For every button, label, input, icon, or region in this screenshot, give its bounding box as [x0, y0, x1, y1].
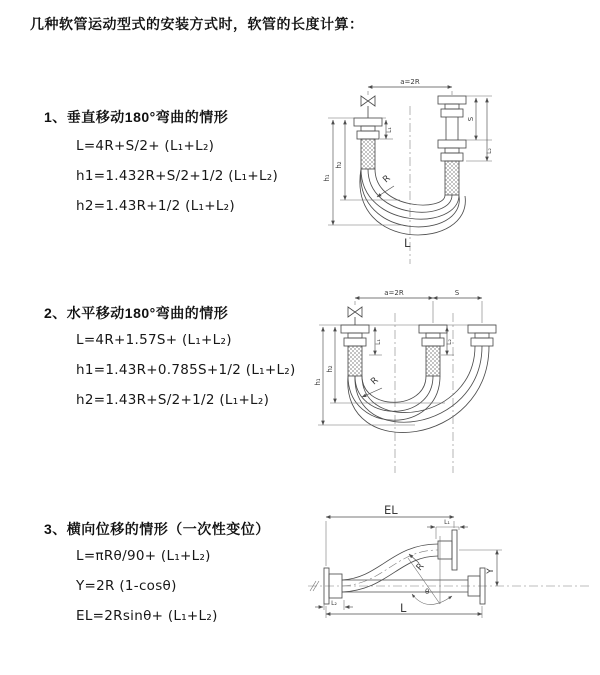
diagram-vertical-180-bend — [300, 70, 580, 270]
dimension-l2 — [441, 327, 454, 355]
dim-label-theta: θ — [425, 588, 430, 596]
braided-hose-section — [361, 139, 375, 169]
section-1-formula-h2: h2=1.43R+1/2 (L₁+L₂) — [76, 198, 235, 214]
dim-label-h2: h₂ — [335, 161, 343, 169]
dim-label-s: S — [467, 116, 475, 122]
dimension-l1 — [427, 519, 468, 539]
dimension-l1 — [369, 327, 382, 355]
dim-label-y: Y — [486, 568, 496, 574]
dimension-h1-h2 — [323, 118, 403, 225]
dim-label-a2r: a=2R — [400, 78, 420, 86]
dim-label-r: R — [369, 375, 381, 388]
dim-label-l2: L₂ — [446, 339, 453, 345]
section-3-formula-y: Y=2R (1-cosθ) — [76, 578, 177, 594]
right-fitting — [468, 325, 496, 346]
diagram-horizontal-180-bend — [295, 285, 585, 480]
section-3-formula-el: EL=2Rsinθ+ (L₁+L₂) — [76, 608, 218, 624]
dim-label-l-total: L — [404, 236, 411, 250]
section-3-formula-l: L=πRθ/90+ (L₁+L₂) — [76, 548, 211, 564]
left-fitting — [341, 325, 369, 376]
page-title: 几种软管运动型式的安装方式时，软管的长度计算： — [30, 16, 364, 32]
dimension-a2r — [355, 289, 482, 323]
dim-label-l1: L₁ — [444, 519, 450, 526]
section-2-formula-l: L=4R+1.57S+ (L₁+L₂) — [76, 332, 232, 348]
dimension-l2 — [315, 600, 353, 610]
left-fitting — [354, 118, 382, 169]
diagram-lateral-displacement — [300, 502, 600, 667]
dimension-a2r — [368, 78, 452, 95]
section-1-formula-h1: h1=1.432R+S/2+1/2 (L₁+L₂) — [76, 168, 279, 184]
braided-hose-section — [445, 161, 459, 195]
dim-label-l1: L₁ — [386, 127, 393, 133]
section-2-formula-h1: h1=1.43R+0.785S+1/2 (L₁+L₂) — [76, 362, 296, 378]
dim-label-r: R — [414, 561, 427, 574]
hose-u-curves — [348, 346, 489, 433]
dimension-l-total — [326, 601, 482, 618]
section-1-formula-l: L=4R+S/2+ (L₁+L₂) — [76, 138, 215, 154]
section-1-heading: 1、垂直移动180°弯曲的情形 — [44, 109, 229, 125]
right-fitting-upper — [438, 96, 466, 140]
section-2-heading: 2、水平移动180°弯曲的情形 — [44, 305, 229, 321]
dim-label-h1: h₁ — [323, 174, 331, 182]
braided-hose-section — [348, 346, 362, 376]
dimension-s-l2 — [466, 96, 493, 161]
dim-label-h2: h₂ — [326, 365, 334, 373]
dim-label-a2r: a=2R — [384, 289, 404, 297]
dim-label-h1: h₁ — [314, 378, 322, 386]
angle-theta-construction — [408, 536, 452, 605]
upper-right-flange — [438, 530, 457, 570]
dim-label-l2: L₂ — [331, 600, 337, 607]
radius-callout — [362, 376, 382, 397]
valve-icon — [348, 307, 362, 325]
valve-icon — [361, 96, 375, 118]
dim-label-r: R — [381, 173, 393, 186]
section-2-formula-h2: h2=1.43R+S/2+1/2 (L₁+L₂) — [76, 392, 270, 408]
section-3-heading: 3、横向位移的情形（一次性变位） — [44, 521, 270, 537]
right-fitting-lower — [438, 140, 466, 195]
dim-label-l: L — [400, 601, 407, 615]
middle-fitting — [419, 325, 447, 376]
dim-label-s: S — [454, 289, 460, 297]
dim-label-el: EL — [384, 503, 398, 517]
dim-label-l1: L₁ — [375, 339, 382, 345]
dim-label-l2: L₂ — [486, 148, 493, 154]
dimension-el — [326, 503, 454, 566]
braided-hose-section — [426, 346, 440, 376]
